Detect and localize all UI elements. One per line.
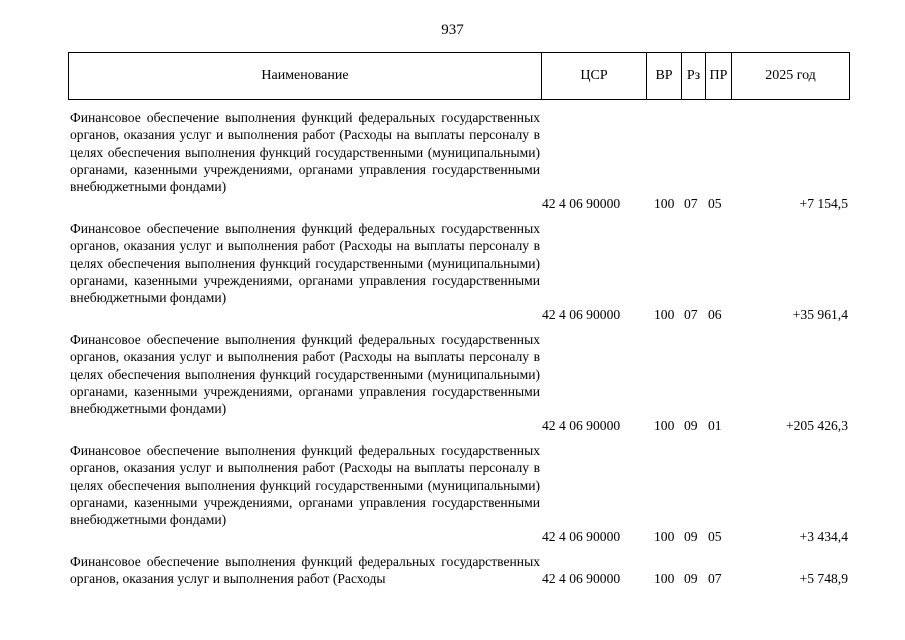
- row-rz: 09: [684, 529, 698, 544]
- row-rz: 07: [684, 196, 698, 211]
- row-rz: 07: [684, 307, 698, 322]
- row-vr: 100: [654, 418, 675, 433]
- row-pr: 05: [708, 196, 722, 211]
- row-csr: 42 4 06 90000: [542, 418, 621, 433]
- row-amount: +7 154,5: [799, 196, 848, 211]
- header-vr: ВР: [647, 53, 682, 99]
- row-vr: 100: [654, 307, 675, 322]
- row-name: Финансовое обеспечение выполнения функций федеральных государственных органов, оказания услуг и выполнения работ (Расходы на выплаты персоналу в целях обеспечения выполнения функций государственными (муниципальными) органами, казенными учреждениями, органами управления государственными внебюджетными фондами): [70, 332, 540, 417]
- header-name: Наименование: [69, 53, 542, 99]
- row-csr: 42 4 06 90000: [542, 196, 621, 211]
- row-vr: 100: [654, 196, 675, 211]
- row-amount: +205 426,3: [785, 418, 848, 433]
- row-name: Финансовое обеспечение выполнения функций федеральных государственных органов, оказания услуг и выполнения работ (Расходы на выплаты персоналу в целях обеспечения выполнения функций государственными (муниципальными) органами, казенными учреждениями, органами управления государственными внебюджетными фондами): [70, 110, 540, 195]
- page-number: 937: [441, 22, 464, 38]
- row-csr: 42 4 06 90000: [542, 307, 621, 322]
- row-name: Финансовое обеспечение выполнения функций федеральных государственных органов, оказания услуг и выполнения работ (Расходы: [70, 554, 540, 587]
- row-amount: +5 748,9: [799, 571, 848, 586]
- header-rz: Рз: [682, 53, 706, 99]
- row-csr: 42 4 06 90000: [542, 529, 621, 544]
- header-year: 2025 год: [765, 68, 816, 83]
- row-pr: 05: [708, 529, 722, 544]
- row-name: Финансовое обеспечение выполнения функций федеральных государственных органов, оказания услуг и выполнения работ (Расходы на выплаты персоналу в целях обеспечения выполнения функций государственными (муниципальными) органами, казенными учреждениями, органами управления государственными внебюджетными фондами): [70, 443, 540, 528]
- header-pr: ПР: [706, 53, 732, 99]
- row-vr: 100: [654, 529, 675, 544]
- row-amount: +3 434,4: [799, 529, 848, 544]
- row-pr: 06: [708, 307, 722, 322]
- row-csr: 42 4 06 90000: [542, 571, 621, 586]
- header-csr: ЦСР: [542, 53, 647, 99]
- row-pr: 07: [708, 571, 722, 586]
- table-header: [68, 52, 850, 100]
- row-name: Финансовое обеспечение выполнения функций федеральных государственных органов, оказания услуг и выполнения работ (Расходы на выплаты персоналу в целях обеспечения выполнения функций государственными (муниципальными) органами, казенными учреждениями, органами управления государственными внебюджетными фондами): [70, 221, 540, 306]
- row-pr: 01: [708, 418, 722, 433]
- row-amount: +35 961,4: [792, 307, 848, 322]
- row-rz: 09: [684, 418, 698, 433]
- row-rz: 09: [684, 571, 698, 586]
- row-vr: 100: [654, 571, 675, 586]
